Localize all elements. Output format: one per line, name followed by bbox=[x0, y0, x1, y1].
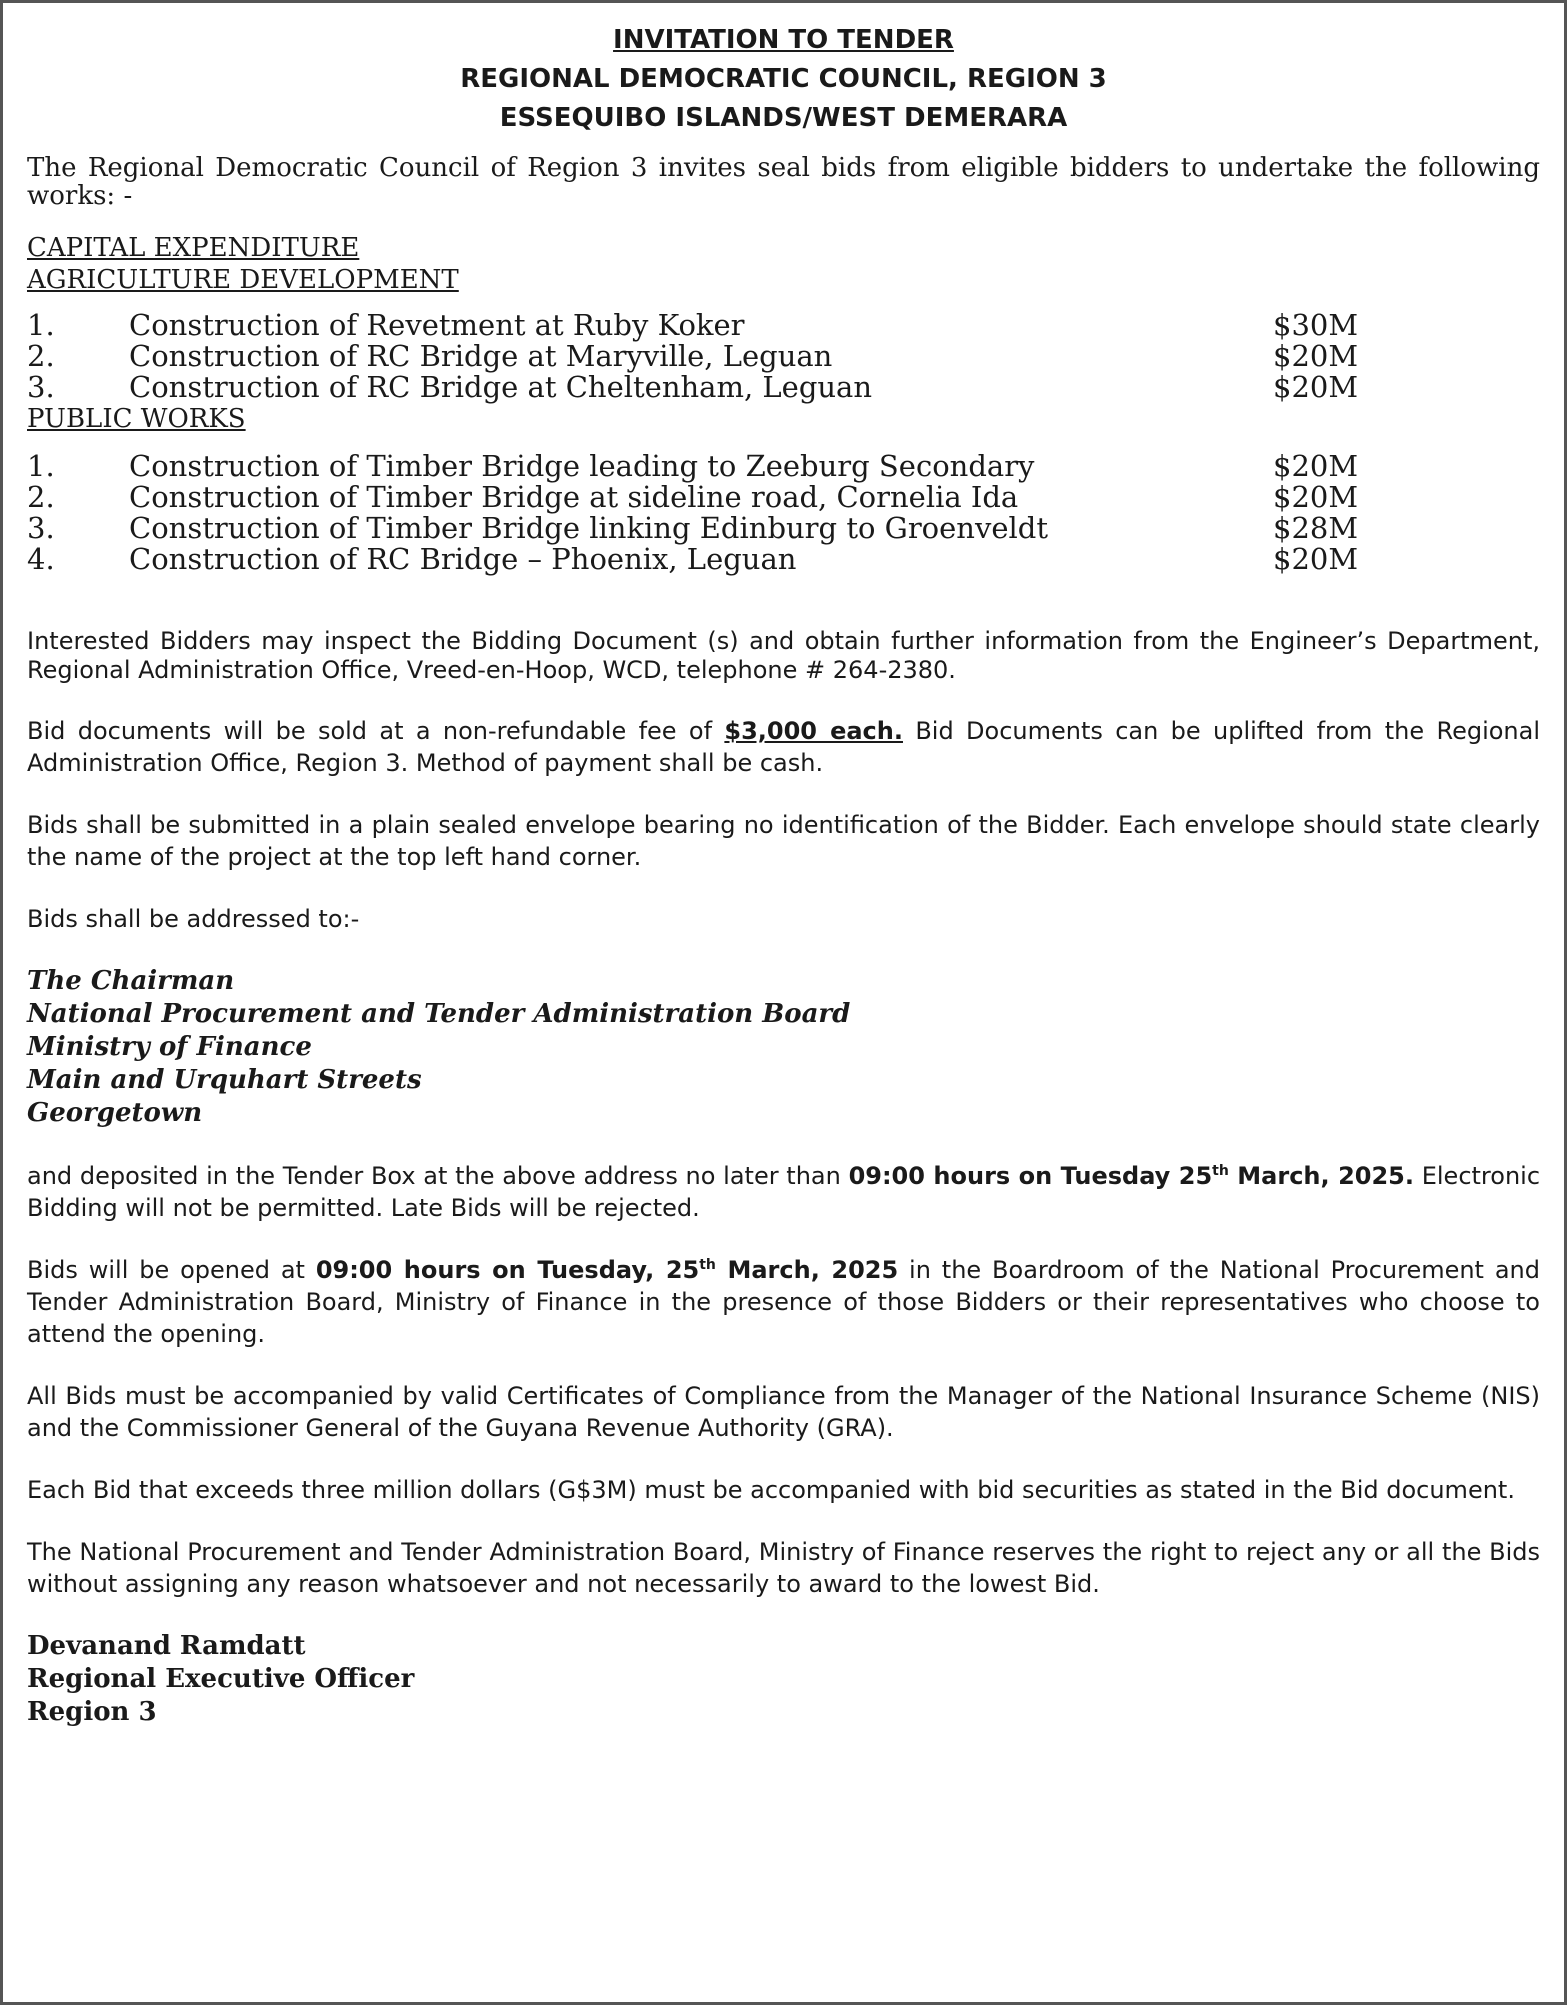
deposit-deadline-date: 09:00 hours on Tuesday 25 bbox=[848, 1162, 1213, 1190]
opening-date: 09:00 hours on Tuesday, 25 bbox=[315, 1256, 700, 1284]
public-works-heading: PUBLIC WORKS bbox=[27, 404, 246, 434]
list-item bbox=[27, 513, 1540, 544]
item-number: 3. bbox=[27, 511, 55, 545]
item-amount: $20M bbox=[1273, 542, 1359, 576]
public-works-list bbox=[27, 451, 1540, 575]
item-description: Construction of RC Bridge at Maryville, Leguan bbox=[129, 339, 833, 373]
deposit-paragraph bbox=[27, 1160, 1540, 1224]
deposit-deadline bbox=[849, 1162, 1414, 1190]
list-item bbox=[27, 372, 1540, 403]
opening-time bbox=[316, 1256, 898, 1284]
signatory-region: Region 3 bbox=[27, 1697, 157, 1727]
signatory-name: Devanand Ramdatt bbox=[27, 1631, 306, 1661]
item-amount: $28M bbox=[1273, 511, 1359, 545]
list-item bbox=[27, 451, 1540, 482]
list-item bbox=[27, 341, 1540, 372]
opening-text-after: in the Boardroom of the National Procurement and Tender Administration Board, Ministry of Finance in the presence of those Bidders or their representatives who choose to attend the opening. bbox=[27, 1256, 1540, 1348]
item-number: 3. bbox=[27, 370, 55, 404]
list-item bbox=[27, 310, 1540, 341]
item-amount: $30M bbox=[1273, 308, 1359, 342]
fee-paragraph bbox=[27, 715, 1540, 779]
recipient-address bbox=[27, 965, 1540, 1130]
fee-text-before: Bid documents will be sold at a non-refundable fee of bbox=[27, 717, 725, 745]
ordinal-suffix: th bbox=[699, 1257, 716, 1273]
inspect-paragraph: Interested Bidders may inspect the Bidding Document (s) and obtain further information from the Engineer’s Department, Regional Administration Office, Vreed-en-Hoop, WCD, telephone # 264-2380. bbox=[27, 627, 1540, 684]
address-line: The Chairman bbox=[27, 966, 235, 996]
item-description: Construction of Timber Bridge leading to Zeeburg Secondary bbox=[129, 449, 1035, 483]
deposit-text-before: and deposited in the Tender Box at the above address no later than bbox=[27, 1162, 849, 1190]
address-line: National Procurement and Tender Administration Board bbox=[27, 999, 851, 1029]
intro-paragraph: The Regional Democratic Council of Region 3 invites seal bids from eligible bidders to undertake the following works: - bbox=[27, 153, 1540, 211]
opening-paragraph bbox=[27, 1254, 1540, 1350]
item-description: Construction of RC Bridge – Phoenix, Leguan bbox=[129, 542, 797, 576]
agriculture-list bbox=[27, 310, 1540, 403]
envelope-paragraph: Bids shall be submitted in a plain sealed envelope bearing no identification of the Bidder. Each envelope should state clearly the name of the project at the top left hand corner. bbox=[27, 811, 1540, 871]
list-item bbox=[27, 544, 1540, 575]
item-description: Construction of Revetment at Ruby Koker bbox=[129, 308, 745, 342]
address-line: Ministry of Finance bbox=[27, 1032, 312, 1062]
opening-text-before: Bids will be opened at bbox=[27, 1256, 316, 1284]
agriculture-heading: AGRICULTURE DEVELOPMENT bbox=[27, 265, 459, 295]
item-number: 4. bbox=[27, 542, 55, 576]
ordinal-suffix: th bbox=[1212, 1163, 1229, 1179]
addressed-to: Bids shall be addressed to:- bbox=[27, 905, 360, 933]
item-number: 1. bbox=[27, 449, 55, 483]
fee-amount: $3,000 each. bbox=[724, 717, 903, 745]
security-paragraph: Each Bid that exceeds three million dollars (G$3M) must be accompanied with bid securities as stated in the Bid document. bbox=[27, 1476, 1515, 1504]
item-amount: $20M bbox=[1273, 449, 1359, 483]
item-description: Construction of RC Bridge at Cheltenham, Leguan bbox=[129, 370, 873, 404]
item-description: Construction of Timber Bridge linking Edinburg to Groenveldt bbox=[129, 511, 1049, 545]
list-item bbox=[27, 482, 1540, 513]
item-description: Construction of Timber Bridge at sideline road, Cornelia Ida bbox=[129, 480, 1019, 514]
compliance-paragraph: All Bids must be accompanied by valid Certificates of Compliance from the Manager of the National Insurance Scheme (NIS) and the Commissioner General of the Guyana Revenue Authority (GRA). bbox=[27, 1382, 1540, 1442]
address-line: Georgetown bbox=[27, 1098, 203, 1128]
reserve-paragraph: The National Procurement and Tender Administration Board, Ministry of Finance reserves the right to reject any or all the Bids without assigning any reason whatsoever and not necessarily to award to the lowest Bid. bbox=[27, 1538, 1540, 1598]
item-number: 2. bbox=[27, 480, 55, 514]
signature-block bbox=[27, 1630, 1540, 1729]
region-name: ESSEQUIBO ISLANDS/WEST DEMERARA bbox=[499, 103, 1068, 133]
address-line: Main and Urquhart Streets bbox=[27, 1065, 422, 1095]
item-amount: $20M bbox=[1273, 370, 1359, 404]
item-number: 2. bbox=[27, 339, 55, 373]
notice-title: INVITATION TO TENDER bbox=[613, 25, 954, 55]
council-name: REGIONAL DEMOCRATIC COUNCIL, REGION 3 bbox=[460, 64, 1107, 94]
signatory-title: Regional Executive Officer bbox=[27, 1664, 415, 1694]
deposit-text-after: Electronic Bidding will not be permitted. Late Bids will be rejected. bbox=[27, 1162, 1541, 1222]
fee-text-after: Bid Documents can be uplifted from the Regional Administration Office, Region 3. Method of payment shall be cash. bbox=[27, 717, 1541, 777]
item-number: 1. bbox=[27, 308, 55, 342]
opening-month: March, 2025 bbox=[715, 1256, 899, 1284]
capital-expenditure-heading: CAPITAL EXPENDITURE bbox=[27, 233, 360, 263]
notice-header bbox=[27, 21, 1540, 138]
item-amount: $20M bbox=[1273, 480, 1359, 514]
deposit-deadline-month: March, 2025. bbox=[1228, 1162, 1414, 1190]
item-amount: $20M bbox=[1273, 339, 1359, 373]
